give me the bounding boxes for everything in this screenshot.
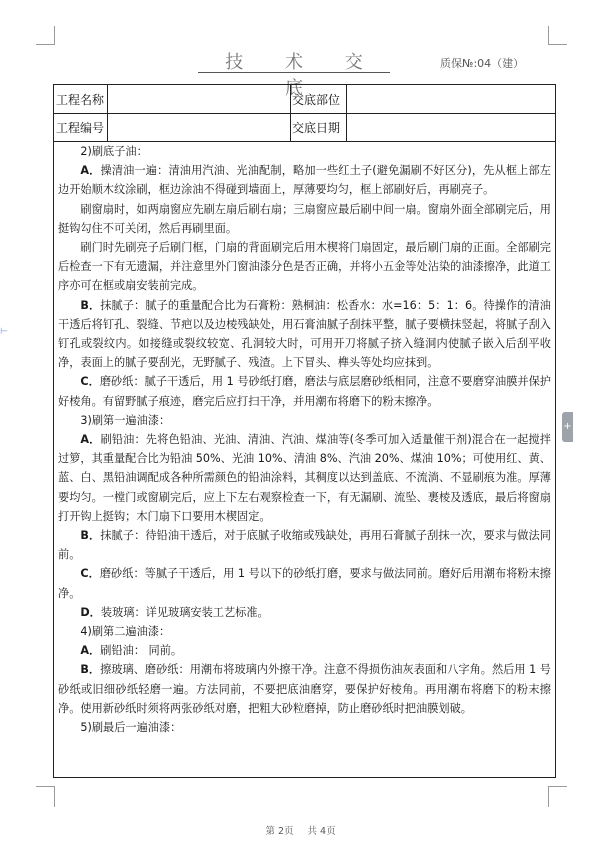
paragraph-text: 装玻璃：详见玻璃安装工艺标准。 [100, 605, 269, 619]
item-marker: B． [80, 529, 101, 543]
item-marker: A． [80, 433, 101, 447]
paragraph-text: 磨砂纸：腻子干透后，用 1 号砂纸打磨，磨法与底层磨砂纸相同，注意不要磨穿油膜并保护好棱角。有留野腻子痕迹，磨完后应打扫干净，并用潮布将磨下的粉末擦净。 [58, 375, 551, 408]
section-heading: 4)刷第二遍油漆： [80, 625, 171, 639]
column-divider [346, 85, 347, 141]
item-marker: D． [80, 605, 101, 619]
paragraph [58, 296, 551, 373]
paragraph-text: 操清油一遍：清油用汽油、光油配制，略加一些红土子(避免漏刷不好区分)，先从框上部左边开始顺木纹涂刷，框边涂油不得碰到墙面上，厚薄要均匀，框上部刷好后，再刷亮子。 [58, 164, 551, 197]
project-code-label: 工程编号 [56, 121, 105, 135]
paragraph [58, 161, 551, 199]
page-total: 共 4页 [307, 826, 336, 837]
paragraph [58, 603, 551, 622]
section-heading: 2)刷底子油： [80, 145, 148, 158]
handover-date-label: 交底日期 [292, 121, 341, 135]
paragraph-text: 刷铅油： 同前。 [100, 644, 183, 658]
crop-mark-bottom-right [548, 786, 567, 807]
item-marker: A． [80, 644, 101, 658]
paragraph [58, 641, 551, 660]
paragraph-text: 擦玻璃、磨砂纸：用潮布将玻璃内外擦干净。注意不得损伤油灰表面和八字角。然后用 1 号砂纸或旧细砂纸轻磨一遍。方法同前，不要把底油磨穿，要保护好棱角。再用潮布将磨下的粉末擦净。使用新砂纸时须将两张砂纸对磨，把粗大砂粒磨掉，防止磨砂纸时把油膜划破。 [58, 663, 551, 715]
paragraph-text: 抹腻子：待铅油干透后，对于底腻子收缩或残缺处，再用石膏腻子刮抹一次，要求与做法同前。 [58, 529, 551, 562]
paragraph-text: 磨砂纸：等腻子干透后，用 1 号以下的砂纸打磨，要求与做法同前。磨好后用潮布将粉末擦净。 [58, 567, 551, 600]
project-name-label: 工程名称 [56, 93, 105, 107]
title-underline [198, 72, 390, 73]
column-divider [290, 85, 291, 141]
paragraph-text: 抹腻子：腻子的重量配合比为石膏粉：熟桐油：松香水：水=16：5：1：6。待操作的清油干透后将钉孔、裂缝、节疤以及边棱残缺处，用石膏油腻子刮抹平整，腻子要横抹竖起，将腻子刮入钉孔或裂纹内。如接缝或裂纹较宽、孔洞较大时，可用开刀将腻子挤入缝洞内使腻子嵌入后刮平收净，表面上的腻子要刮光，无野腻子、残渣。上下冒头、榫头等处均应抹到。 [58, 298, 551, 370]
paragraph [58, 564, 551, 602]
qa-number: 质保№:04（建） [440, 57, 525, 70]
paragraph [58, 660, 551, 718]
row-divider [54, 113, 555, 114]
document-title: 技 术 交 底 [225, 52, 381, 99]
section-heading: 5)刷最后一遍油漆： [80, 721, 182, 735]
handover-part-label: 交底部位 [292, 93, 341, 107]
handover-form [53, 84, 556, 778]
item-marker: C． [80, 567, 100, 581]
paragraph [58, 430, 551, 526]
column-divider [107, 85, 108, 141]
crop-mark-top-left [36, 26, 55, 45]
crop-mark-bottom-left [36, 786, 55, 807]
paragraph [58, 372, 551, 410]
paragraph-text: 刷铅油：先将色铅油、光油、清油、汽油、煤油等(冬季可加入适量催干剂)混合在一起搅拌过箩，其重量配合比为铅油 50%、光油 10%、清油 8%、汽油 20%、煤油 10%；可使用红、黄、蓝、白、黑铅油调配成各种所需颜色的铅油涂料，其稠度以达到盖底、不流淌、不显刷痕为准。厚薄要均匀。一樘门或窗刷完后，应上下左右观察检查一下，有无漏刷、流坠、裹棱及透底，最后将窗扇打开钩上挺钩；木门扇下口要用木楔固定。 [58, 433, 551, 523]
item-marker: B． [80, 663, 101, 677]
paragraph [58, 526, 551, 564]
paragraph: 刷门时先刷亮子后刷门框，门扇的背面刷完后用木楔将门扇固定，最后刷门扇的正面。全部刷完后检查一下有无遗漏，并注意里外门窗油漆分色是否正确，并将小五金等处沾染的油漆擦净，此道工序亦可在框或扇安装前完成。 [58, 241, 551, 293]
crop-mark-top-right [548, 26, 567, 45]
paragraph: 刷窗扇时，如两扇窗应先刷左扇后刷右扇；三扇窗应最后刷中间一扇。窗扇外面全部刷完后，用挺钩勾住不可关闭，然后再刷里面。 [58, 202, 551, 235]
document-body [58, 142, 551, 737]
margin-marker-icon: ⊢ [0, 327, 8, 337]
item-marker: C． [80, 375, 100, 389]
item-marker: A． [80, 164, 101, 178]
expand-panel-button[interactable]: + [562, 412, 573, 442]
item-marker: B． [80, 298, 101, 312]
page-number: 第 2页 [265, 826, 294, 837]
section-heading: 3)刷第一遍油漆： [80, 413, 171, 427]
page-footer [0, 823, 601, 837]
